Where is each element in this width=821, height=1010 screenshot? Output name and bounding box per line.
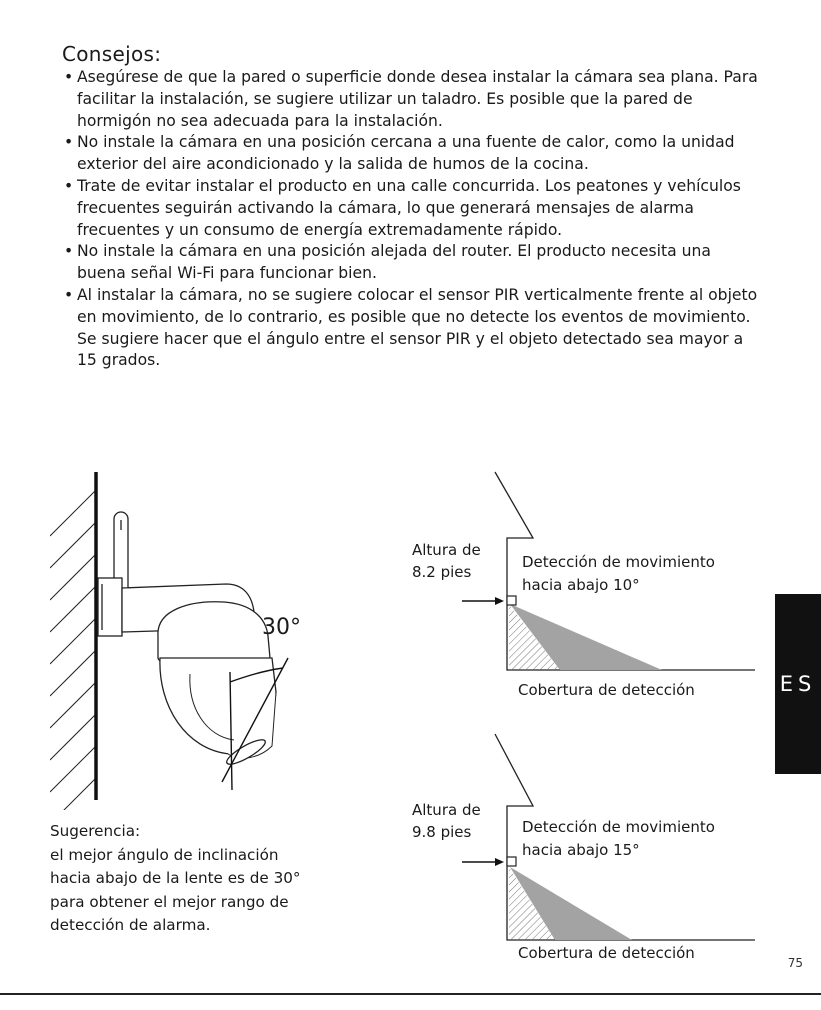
detection-diagram-10deg — [400, 470, 760, 710]
wall-hatch — [50, 490, 96, 824]
tips-title: Consejos: — [62, 42, 162, 66]
coverage-label: Cobertura de detección — [518, 944, 695, 962]
suggestion-line: el mejor ángulo de inclinación — [50, 845, 279, 864]
tip-item: • Trate de evitar instalar el producto en una calle concurrida. Los peatones y vehículos frecuentes seguirán activando la cámara, lo que generará mensajes de alarma frecuentes y un consumo de energía extremadamente rápido. — [62, 176, 764, 241]
tip-item: • No instale la cámara en una posición cercana a una fuente de calor, como la unidad exterior del aire acondicionado y la salida de humos de la cocina. — [62, 132, 764, 176]
suggestion-line: para obtener el mejor rango de — [50, 892, 289, 911]
tip-item: • Al instalar la cámara, no se sugiere colocar el sensor PIR verticalmente frente al objeto en movimiento, de lo contrario, es posible que no detecte los eventos de movimiento. Se sugiere hacer que el ángulo entre el sensor PIR y el objeto detectado sea mayor a 15 grados. — [62, 285, 764, 372]
tip-item: • Asegúrese de que la pared o superficie donde desea instalar la cámara sea plana. Para facilitar la instalación, se sugiere utilizar un taladro. Es posible que la pared de hormigón no sea adecuada para la instalación. — [62, 67, 764, 132]
pir-sensor — [507, 857, 516, 866]
page-number: 75 — [787, 956, 803, 970]
tip-item: • No instale la cámara en una posición alejada del router. El producto necesita una buena señal Wi-Fi para funcionar bien. — [62, 241, 764, 285]
height-label-2: 8.2 pies — [412, 563, 472, 581]
pir-sensor — [507, 596, 516, 605]
detection-label-1: Detección de movimiento — [522, 553, 715, 571]
height-label-1: Altura de — [412, 541, 481, 559]
detection-label-2: hacia abajo 15° — [522, 841, 640, 859]
suggestion-line: hacia abajo de la lente es de 30° — [50, 869, 301, 888]
height-label-1: Altura de — [412, 801, 481, 819]
detection-label-2: hacia abajo 10° — [522, 576, 640, 594]
tips-list — [62, 67, 764, 372]
language-tab: ES — [775, 594, 821, 774]
tilt-angle-label: 30° — [262, 615, 301, 640]
detection-diagram-15deg — [400, 732, 760, 967]
suggestion-block — [50, 820, 350, 938]
coverage-label: Cobertura de detección — [518, 681, 695, 699]
detection-label-1: Detección de movimiento — [522, 818, 715, 836]
suggestion-title: Sugerencia: — [50, 822, 141, 840]
camera-body — [158, 602, 276, 768]
footer-rule — [0, 993, 821, 995]
suggestion-line: detección de alarma. — [50, 916, 211, 935]
height-arrow-head — [495, 597, 504, 605]
height-label-2: 9.8 pies — [412, 823, 472, 841]
height-arrow-head — [495, 858, 504, 866]
camera-mount-illustration — [40, 460, 340, 820]
